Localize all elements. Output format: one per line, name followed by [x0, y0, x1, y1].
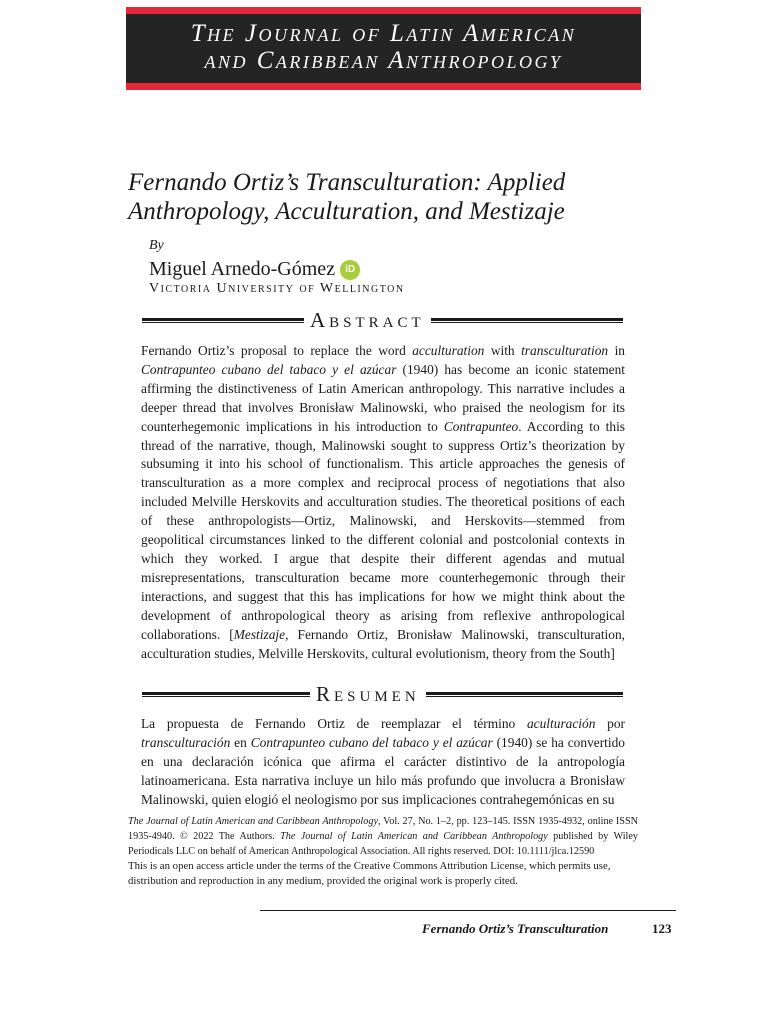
text-run: in — [608, 343, 625, 358]
footer-rule — [260, 910, 676, 911]
resumen-heading — [142, 682, 623, 707]
text-run: Contrapunteo cubano del tabaco y el azúcar — [141, 361, 397, 377]
author-name: Miguel Arnedo-Gómez — [149, 258, 336, 280]
abstract-heading-label: Abstract — [304, 308, 431, 333]
text-run: (1940) has become an iconic statement affirming the distinctiveness of Latin American anthropology. This narrative includes a deeper thread that involves Bronisław Malinowski, who praised the neologism for its counterhegemonic implications in his introduction to — [141, 361, 625, 434]
citation-note — [128, 815, 638, 859]
text-run: aculturación — [526, 716, 596, 731]
text-run: Contrapunteo cubano del tabaco y el azúcar — [250, 734, 493, 750]
journal-masthead — [126, 7, 641, 90]
resumen-body — [141, 715, 625, 810]
author-block — [149, 258, 360, 281]
article-title: Fernando Ortiz’s Transculturation: Applied Anthropology, Acculturation, and Mestizaje — [128, 169, 566, 225]
byline-label: By — [149, 238, 164, 253]
text-run: por — [595, 716, 625, 731]
text-run: The Journal of Latin American and Caribbean Anthropology — [128, 816, 378, 827]
resumen-heading-label: Resumen — [310, 682, 426, 707]
text-run: La propuesta de Fernando Ortiz de reemplazar el término — [141, 716, 527, 731]
text-run: with — [484, 343, 522, 358]
text-run: , Vol. 27, No. 1–2, pp. 123–145. ISSN 1935-4932, online ISSN 1935-4940. © 2022 The Authors. — [128, 816, 638, 842]
text-run: The Journal of Latin American and Caribbean Anthropology — [280, 830, 548, 842]
abstract-heading — [142, 308, 623, 333]
license-note: This is an open access article under the terms of the Creative Commons Attribution License, which permits use, distribution and reproduction in any medium, provided the original work is properly cited. — [128, 860, 611, 887]
text-run: en — [230, 734, 251, 750]
text-run: transculturation — [521, 343, 609, 358]
text-run: . According to this thread of the narrative, though, Malinowski sought to suppress Ortiz’s theorization by subsuming it into his school of functionalism. This article approaches the genesis of transculturation as a more complex and reciprocal process of negotiations that also included Melville Herskovits and acculturation studies. The theoretical positions of each of these anthropologists—Ortiz, Malinowski, and Herskovits—stemmed from geopolitical circumstances linked to the different colonial and postcolonial contexts in which they worked. I argue that despite their different agendas and mutual misrepresentations, transculturation became more counterhegemonic through their interactions, and suggest that this has implications for how we might think about the development of anthropological theory as arising from reflexive anthropological collaborations. [ — [141, 418, 625, 642]
text-run: transculturación — [141, 734, 231, 750]
running-title: Fernando Ortiz’s Transculturation — [422, 921, 609, 936]
orcid-icon[interactable]: iD — [340, 260, 360, 280]
journal-name-line-2: and Caribbean Anthropology — [204, 47, 563, 74]
text-run: Fernando Ortiz’s proposal to replace the word — [141, 343, 413, 358]
text-run: , Fernando Ortiz, Bronisław Malinowski, transculturation, acculturation studies, Melville Herskovits, cultural evolutionism, theory from the South] — [141, 626, 626, 661]
text-run: (1940) se ha convertido en una declaración icónica que afirma el carácter distintivo de la antropología latinoamericana. Esta narrativa incluye un hilo más profundo que involucra a Bronisław Malinowski, quien elogió el neologismo por sus implicaciones contrahegemónicas en su — [141, 734, 626, 807]
page-number: 123 — [652, 921, 672, 936]
text-run: acculturation — [412, 343, 485, 358]
text-run: published by Wiley Periodicals LLC on behalf of American Anthropological Association. All rights reserved. DOI: 10.1111/jlca.12590 — [128, 830, 638, 857]
abstract-body — [141, 342, 625, 663]
text-run: Contrapunteo — [443, 418, 519, 434]
text-run: Mestizaje — [233, 626, 286, 642]
author-affiliation: Victoria University of Wellington — [149, 281, 405, 296]
journal-name-line-1: The Journal of Latin American — [190, 20, 577, 47]
